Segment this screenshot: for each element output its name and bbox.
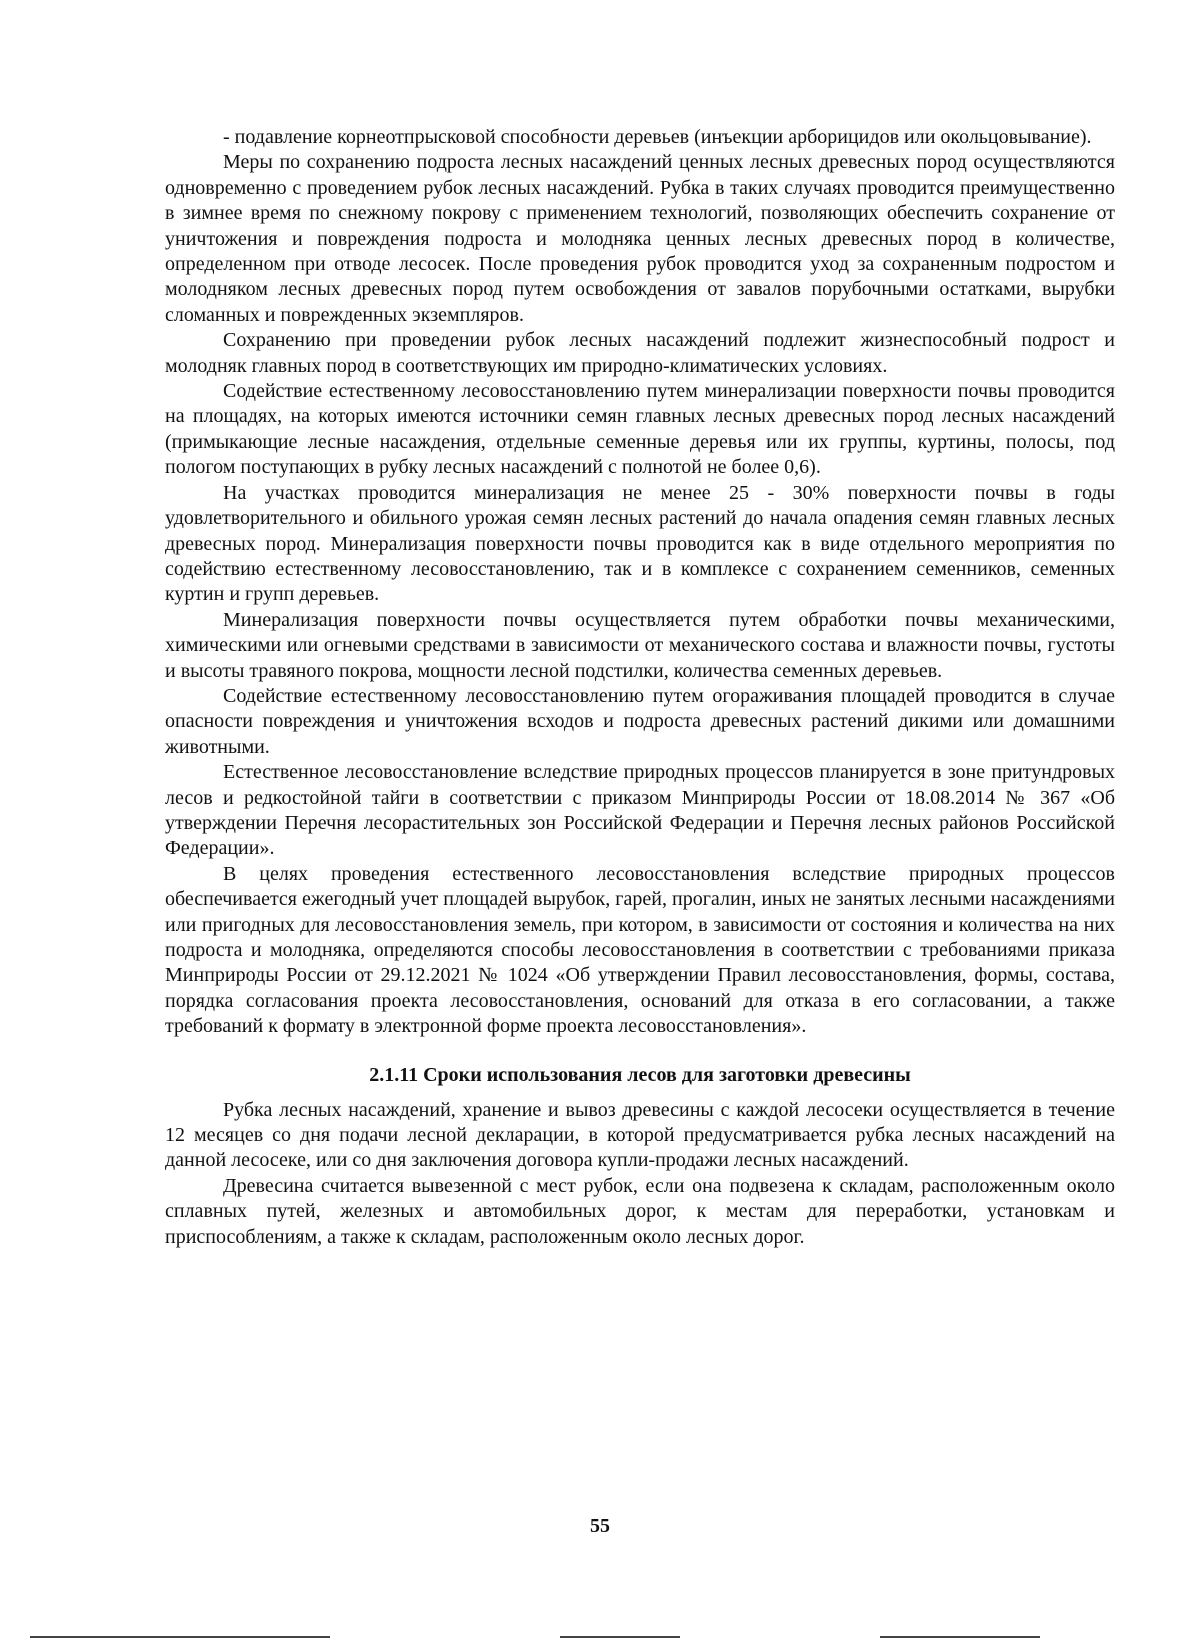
paragraph: Естественное лесовосстановление вследствие природных процессов планируется в зоне притундровых лесов и редкостойной тайги в соответствии с приказом Минприроды России от 18.08.2014 № 367 «Об утверждении Перечня лесорастительных зон Российской Федерации и Перечня лесных районов Российской Федерации». (165, 761, 1115, 860)
paragraph: Минерализация поверхности почвы осуществляется путем обработки почвы механическими, химическими или огневыми средствами в зависимости от механического состава и влажности почвы, густоты и высоты травяного покрова, мощности лесной подстилки, количества семенных деревьев. (165, 608, 1115, 682)
scan-edge-line (560, 1636, 680, 1638)
paragraph: Древесина считается вывезенной с мест рубок, если она подвезена к складам, расположенным около сплавных путей, железных и автомобильных дорог, к местам для переработки, установкам и приспособлениям, а также к складам, расположенным около лесных дорог. (165, 1174, 1115, 1248)
page-number: 55 (590, 1515, 610, 1537)
paragraph: Содействие естественному лесовосстановлению путем огораживания площадей проводится в случае опасности повреждения и уничтожения всходов и подроста древесных растений дикими или домашними животными. (165, 684, 1115, 758)
scan-edge-line (30, 1636, 330, 1638)
paragraph: На участках проводится минерализация не менее 25 - 30% поверхности почвы в годы удовлетворительного и обильного урожая семян лесных растений до начала опадения семян главных лесных древесных пород. Минерализация поверхности почвы проводится как в виде отдельного мероприятия по содействию естественному лесовосстановлению, так и в комплексе с сохранением семенников, семенных куртин и групп деревьев. (165, 481, 1115, 606)
body-text-bottom (165, 1098, 1115, 1250)
paragraph: - подавление корнеотпрысковой способности деревьев (инъекции арборицидов или окольцовывание). (223, 126, 1092, 148)
body-text-top (165, 125, 1115, 1040)
paragraph: В целях проведения естественного лесовосстановления вследствие природных процессов обеспечивается ежегодный учет площадей вырубок, гарей, прогалин, иных не занятых лесными насаждениями или пригодных для лесовосстановления земель, при котором, в зависимости от состояния и количества на них подроста и молодняка, определяются способы лесовосстановления в соответствии с требованиями приказа Минприроды России от 29.12.2021 № 1024 «Об утверждении Правил лесовосстановления, формы, состава, порядка согласования проекта лесовосстановления, оснований для отказа в его согласовании, а также требований к формату в электронной форме проекта лесовосстановления». (165, 862, 1115, 1038)
document-page (165, 125, 1115, 1250)
paragraph: Рубка лесных насаждений, хранение и вывоз древесины с каждой лесосеки осуществляется в течение 12 месяцев со дня подачи лесной декларации, в которой предусматривается рубка лесных насаждений на данной лесосеке, или со дня заключения договора купли-продажи лесных насаждений. (165, 1098, 1115, 1172)
section-heading: 2.1.11 Сроки использования лесов для заготовки древесины (369, 1063, 911, 1086)
paragraph: Содействие естественному лесовосстановлению путем минерализации поверхности почвы проводится на площадях, на которых имеются источники семян главных лесных древесных пород лесных насаждений (примыкающие лесные насаждения, отдельные семенные деревья или их группы, куртины, полосы, под пологом поступающих в рубку лесных насаждений с полнотой не более 0,6). (165, 380, 1115, 479)
paragraph: Сохранению при проведении рубок лесных насаждений подлежит жизнеспособный подрост и молодняк главных пород в соответствующих им природно-климатических условиях. (165, 329, 1115, 377)
scan-edge-line (880, 1636, 1040, 1638)
paragraph: Меры по сохранению подроста лесных насаждений ценных лесных древесных пород осуществляются одновременно с проведением рубок лесных насаждений. Рубка в таких случаях проводится преимущественно в зимнее время по снежному покрову с применением технологий, позволяющих обеспечить сохранение от уничтожения и повреждения подроста и молодняка ценных лесных древесных пород в количестве, определенном при отводе лесосек. После проведения рубок проводится уход за сохраненным подростом и молодняком лесных древесных пород путем освобождения от завалов порубочными остатками, вырубки сломанных и поврежденных экземпляров. (165, 151, 1115, 326)
